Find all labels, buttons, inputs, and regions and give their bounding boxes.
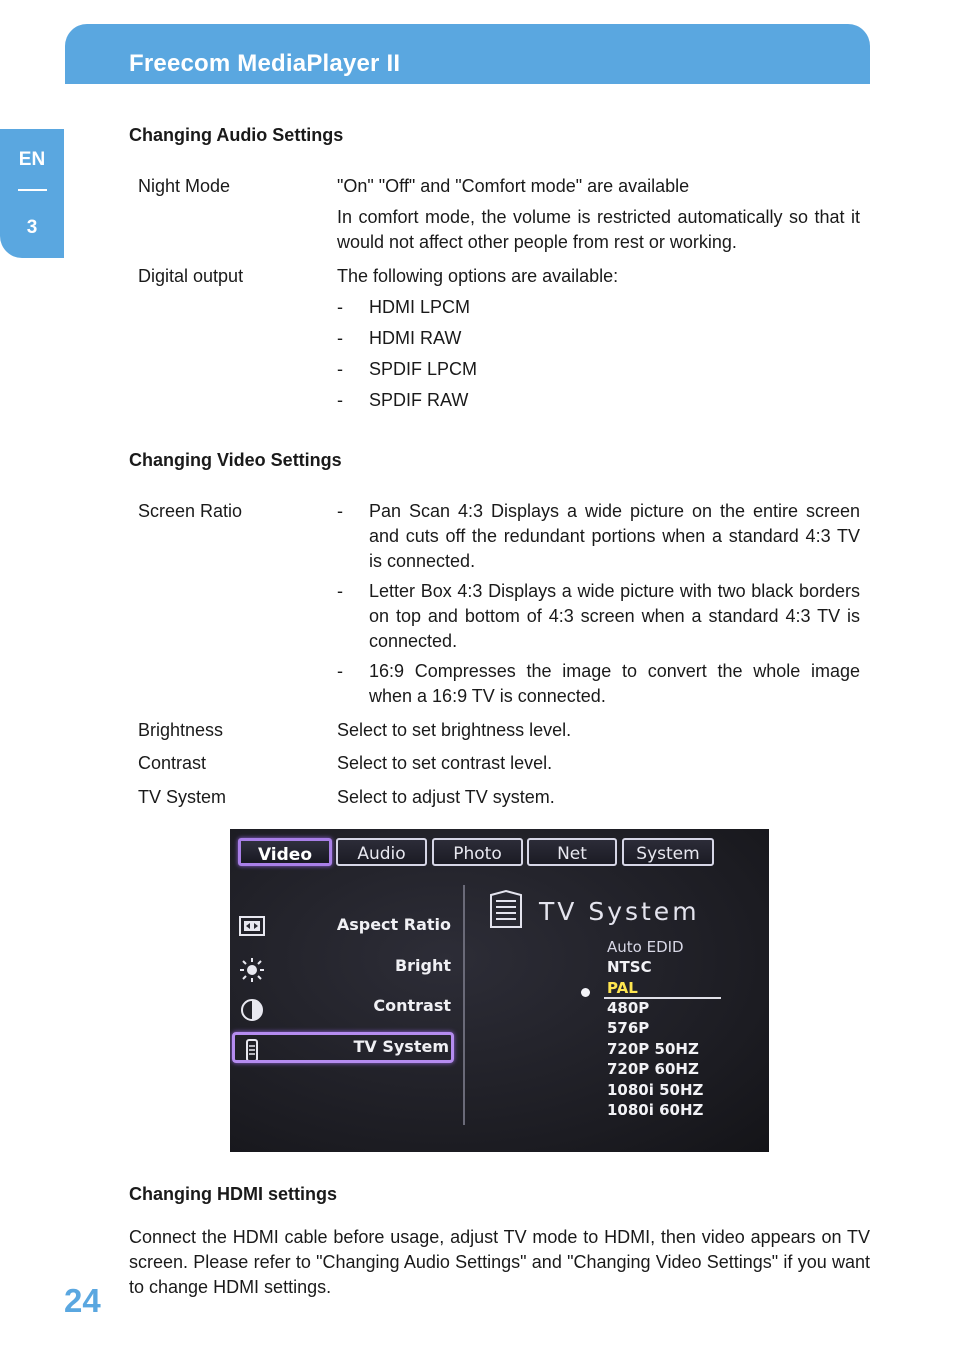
list-dash: -: [337, 501, 343, 521]
tab-audio: Audio: [336, 838, 427, 866]
brightness-label: Brightness: [138, 720, 224, 740]
brightness-description: Select to set brightness level.: [337, 720, 572, 740]
list-dash: -: [337, 581, 343, 601]
audio-settings-heading: Changing Audio Settings: [129, 125, 344, 145]
list-dash: -: [337, 359, 343, 379]
tv-system-description: Select to adjust TV system.: [337, 787, 555, 807]
list-dash: -: [337, 390, 343, 410]
hdmi-paragraph: Connect the HDMI cable before usage, adjust TV mode to HDMI, then video appears on TV screen. Please refer to "Changing Audio Settings" and "Changing Video Settings" if you want to change HDMI settings.: [129, 1227, 870, 1297]
panel-title: TV System: [539, 897, 700, 926]
tab-photo: Photo: [432, 838, 523, 866]
night-mode-description: In comfort mode, the volume is restricted automatically so that it would not affect other people from rest or working.: [337, 207, 860, 252]
night-mode-label: Night Mode: [138, 176, 231, 196]
aspect-ratio-icon: [238, 913, 266, 939]
video-settings-heading: Changing Video Settings: [129, 450, 342, 470]
contrast-description: Select to set contrast level.: [337, 753, 553, 773]
header-title: Freecom MediaPlayer II: [129, 50, 401, 77]
header-bar: [65, 24, 870, 84]
digital-output-option: SPDIF RAW: [369, 390, 469, 410]
side-tab-divider: [18, 189, 47, 191]
contrast-icon: [238, 997, 266, 1023]
panel-divider: [463, 885, 465, 1125]
tv-system-option: 1080i 50HZ: [607, 1081, 704, 1099]
screen-ratio-label: Screen Ratio: [138, 501, 243, 521]
page-number: 24: [64, 1282, 101, 1319]
screen-ratio-pan-scan: Pan Scan 4:3 Displays a wide picture on the entire screen and cuts off the redundant portions when a standard 4:3 TV is connected.: [369, 501, 860, 571]
language-label: EN: [18, 149, 46, 170]
tv-system-option: 720P 50HZ: [607, 1040, 699, 1058]
remote-icon: [488, 889, 524, 931]
tab-net: Net: [527, 838, 617, 866]
tv-system-option: 720P 60HZ: [607, 1060, 699, 1078]
tv-system-option: 480P: [607, 999, 650, 1017]
menu-contrast: Contrast: [373, 996, 451, 1015]
digital-output-option: HDMI LPCM: [369, 297, 471, 317]
contrast-label: Contrast: [138, 753, 207, 773]
menu-bright: Bright: [394, 956, 451, 975]
tv-system-label: TV System: [138, 787, 227, 807]
tv-system-option: 576P: [607, 1019, 650, 1037]
screen-ratio-16-9: 16:9 Compresses the image to convert the whole image when a 16:9 TV is connected.: [369, 661, 860, 706]
tv-system-option-selected: PAL: [607, 979, 638, 997]
tab-system: System: [622, 838, 714, 866]
digital-output-intro: The following options are available:: [337, 266, 619, 286]
tv-system-option: 1080i 60HZ: [607, 1101, 704, 1119]
tab-video: Video: [238, 838, 332, 866]
selected-bullet: [581, 988, 590, 997]
sun-icon: [238, 957, 266, 983]
list-dash: -: [337, 328, 343, 348]
digital-output-label: Digital output: [138, 266, 244, 286]
digital-output-option: SPDIF LPCM: [369, 359, 478, 379]
tv-settings-screenshot: [230, 829, 769, 1152]
digital-output-option: HDMI RAW: [369, 328, 462, 348]
tv-system-option: Auto EDID: [607, 938, 684, 956]
menu-aspect-ratio: Aspect Ratio: [336, 915, 451, 934]
menu-tv-system: TV System: [353, 1037, 449, 1056]
screen-ratio-letter-box: Letter Box 4:3 Displays a wide picture with two black borders on top and bottom of 4:3 screen when a standard 4:3 TV is connected.: [369, 581, 860, 651]
list-dash: -: [337, 661, 343, 681]
chapter-number: 3: [26, 217, 38, 238]
tv-system-option: NTSC: [607, 958, 652, 976]
hdmi-settings-heading: Changing HDMI settings: [129, 1184, 337, 1204]
night-mode-options: "On" "Off" and "Comfort mode" are available: [337, 176, 690, 196]
list-dash: -: [337, 297, 343, 317]
